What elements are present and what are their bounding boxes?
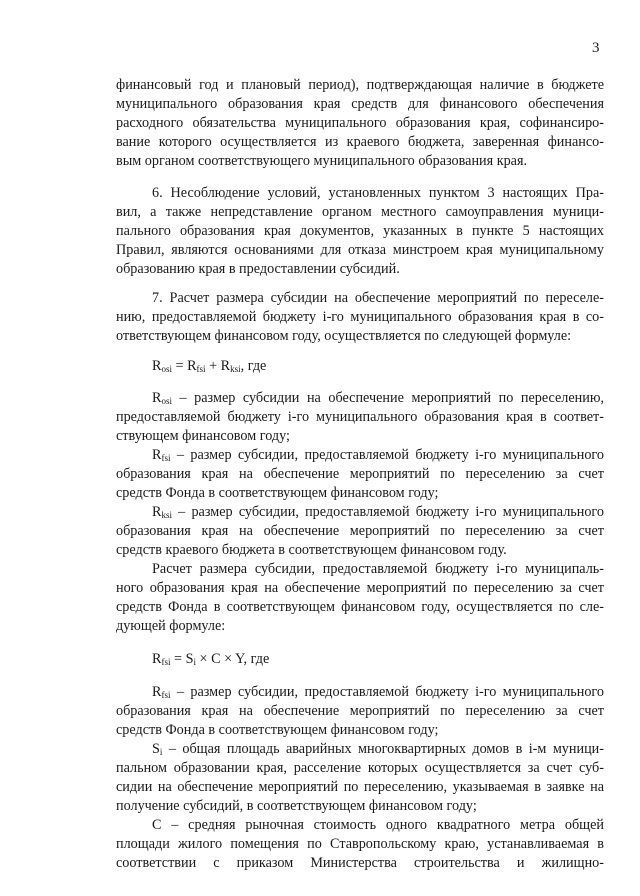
definition-r-fsi-line: образования края на обеспечение мероприятий по переселению за счет [116,466,604,482]
paragraph-7-line: ответствующем финансовом году, осуществляется по следующей формуле: [116,328,572,344]
formula-r-osi: $R_{osi} = R_{fsi} + R_{ksi}$, где [152,358,267,374]
definition-c-line: соответствии с приказом Министерства строительства и жилищно- [116,855,604,871]
paragraph-1-line: финансовый год и плановый период), подтверждающая наличие в бюджете [116,77,604,93]
paragraph-fund-line: ного образования края на обеспечение мероприятий по переселению за счет [116,580,604,596]
paragraph-7-line: нию, предоставляемой бюджету i-го муниципального образования края в со- [116,309,604,325]
formula-r-fsi: $R_{fsi} = S_i \times C \times Y$, где [152,651,270,667]
paragraph-6-line: 6. Несоблюдение условий, установленных пунктом 3 настоящих Пра- [152,185,604,201]
definition-s-i-line: получение субсидий, в соответствующем финансовом году; [116,798,477,814]
definition-s-i-line: пальном образовании края, расселение которых осуществляется за счет суб- [116,760,604,776]
definition-r-fsi-line: средств Фонда в соответствующем финансовом году; [116,485,439,501]
definition-r-osi-line: ствующем финансовом году; [116,428,290,444]
definition-r-ksi-line: средств краевого бюджета в соответствующем финансовом году. [116,542,507,558]
definition-r-fsi-2-line: образования края на обеспечение мероприятий по переселению за счет [116,703,604,719]
paragraph-1-line: расходного обязательства муниципального образования края, софинансиро- [116,115,604,131]
definition-c: С – средняя рыночная стоимость одного квадратного метра общей [152,817,604,833]
paragraph-fund-line: дующей формуле: [116,618,226,634]
definition-s-i: $S_i$ – общая площадь аварийных многоквартирных домов в i-м муници- [152,741,604,757]
paragraph-6-line: пального образования края документов, указанных в пункте 5 настоящих [116,223,604,239]
paragraph-6-line: образованию края в предоставлении субсидий. [116,261,400,277]
definition-r-osi: $R_{osi}$ – размер субсидии на обеспечение мероприятий по переселению, [152,390,604,406]
paragraph-1-line: вым органом соответствующего муниципального образования края. [116,153,528,169]
paragraph-6-line: Правил, являются основаниями для отказа минстроем края муниципальному [116,242,604,258]
paragraph-fund-line: средств Фонда в соответствующем финансовом году, осуществляется по сле- [116,599,604,615]
definition-s-i-line: сидии на обеспечение мероприятий по переселению, указываемая в заявке на [116,779,604,795]
definition-r-fsi: $R_{fsi}$ – размер субсидии, предоставляемой бюджету i-го муниципального [152,447,604,463]
paragraph-1-line: вание которого осуществляется из краевого бюджета, заверенная финансо- [116,134,604,150]
paragraph-7-line: 7. Расчет размера субсидии на обеспечение мероприятий по переселе- [152,290,604,306]
definition-r-ksi: $R_{ksi}$ – размер субсидии, предоставляемой бюджету i-го муниципального [152,504,604,520]
definition-r-ksi-line: образования края на обеспечение мероприятий по переселению за счет [116,523,604,539]
paragraph-6-line: вил, а также непредставление органом местного самоуправления муници- [116,204,604,220]
paragraph-fund-line: Расчет размера субсидии, предоставляемой бюджету i-го муниципаль- [152,561,604,577]
page-number: 3 [592,40,600,56]
definition-r-fsi-2-line: средств Фонда в соответствующем финансовом году; [116,722,439,738]
definition-r-osi-line: предоставляемой бюджету i-го муниципального образования края в соответ- [116,409,604,425]
definition-r-fsi-2: $R_{fsi}$ – размер субсидии, предоставляемой бюджету i-го муниципального [152,684,604,700]
definition-c-line: площади жилого помещения по Ставропольскому краю, устанавливаемая в [116,836,604,852]
paragraph-1-line: муниципального образования края средств для финансового обеспечения [116,96,604,112]
